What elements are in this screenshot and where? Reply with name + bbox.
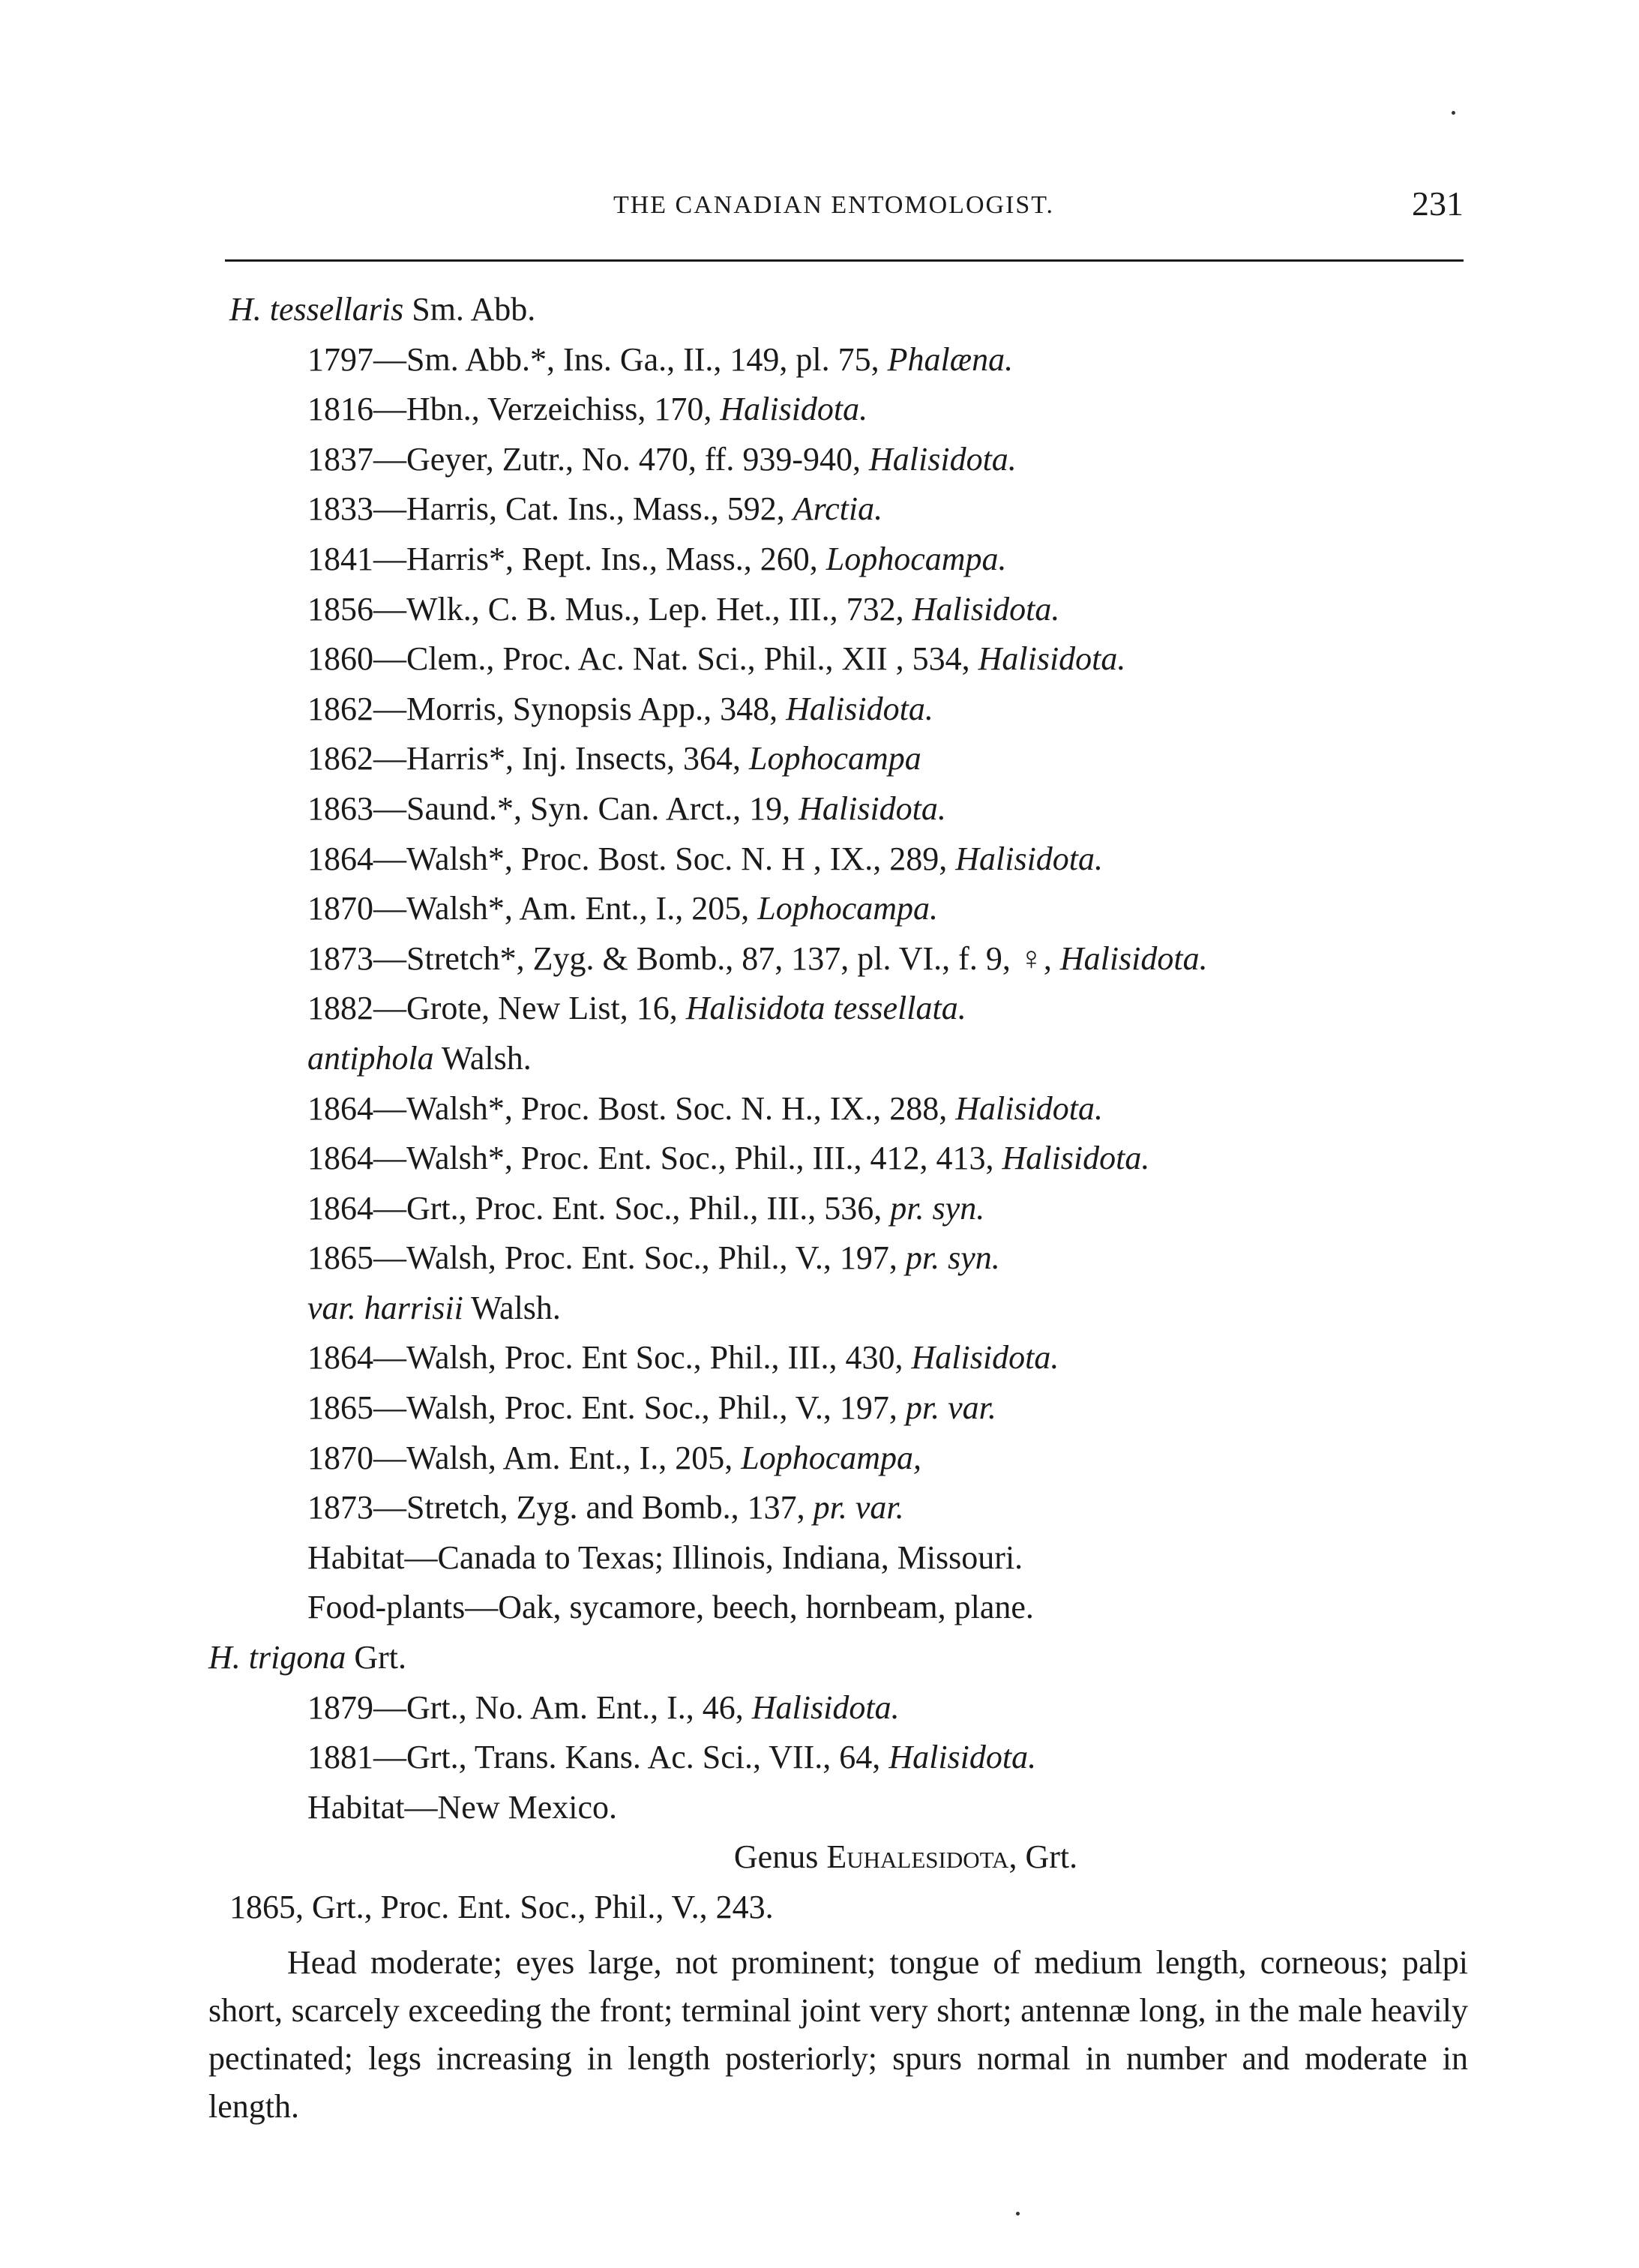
line-text: 1816—Hbn., Verzeichiss, 170, — [307, 391, 721, 428]
line-text: 1879—Grt., No. Am. Ent., I., 46, — [307, 1688, 752, 1726]
text-line — [208, 685, 1468, 735]
line-text: 1864—Walsh, Proc. Ent Soc., Phil., III., 430, — [307, 1339, 912, 1377]
text-line — [208, 1134, 1468, 1184]
line-text: 1864—Grt., Proc. Ent. Soc., Phil., III., 536, — [307, 1189, 891, 1227]
text-line — [208, 535, 1468, 585]
line-text: 1864—Walsh*, Proc. Ent. Soc., Phil., III., 412, 413, — [307, 1140, 1002, 1177]
line-text: Sm. Abb. — [403, 291, 536, 328]
italic-text: Phalæna. — [887, 340, 1014, 378]
italic-text: Lophocampa. — [825, 540, 1007, 577]
italic-text: Lophocampa — [749, 740, 921, 777]
header-rule — [225, 259, 1464, 262]
italic-text: antiphola — [307, 1039, 434, 1077]
line-text: 1863—Saund.*, Syn. Can. Arct., 19, — [307, 789, 799, 827]
italic-text: Halisidota. — [912, 590, 1060, 628]
italic-text: Halisidota tessellata. — [685, 990, 966, 1027]
italic-text: Halisidota. — [888, 1739, 1037, 1776]
line-text: Walsh. — [463, 1289, 561, 1326]
text-line — [208, 1233, 1468, 1284]
italic-text: Arctia. — [793, 490, 883, 528]
italic-text: H. trigona — [208, 1639, 346, 1676]
text-line — [208, 1284, 1468, 1334]
line-text: 1862—Harris*, Inj. Insects, 364, — [307, 740, 750, 777]
italic-text: Halisidota. — [955, 1089, 1104, 1127]
text-line — [208, 1683, 1468, 1733]
italic-text: Halisidota. — [799, 789, 946, 827]
italic-text: Halisidota. — [1059, 939, 1208, 977]
italic-text: Halisidota. — [955, 840, 1104, 877]
line-text: 1864—Walsh*, Proc. Bost. Soc. N. H., IX., 288, — [307, 1089, 956, 1127]
line-text: , Grt. — [1008, 1838, 1078, 1876]
text-line — [208, 385, 1468, 435]
line-text: 1865—Walsh, Proc. Ent. Soc., Phil., V., 197, — [307, 1389, 906, 1427]
text-line — [208, 784, 1468, 834]
line-text: 1862—Morris, Synopsis App., 348, — [307, 690, 787, 727]
italic-text: pr. syn. — [905, 1239, 1000, 1277]
text-line — [208, 884, 1468, 934]
text-line — [208, 484, 1468, 535]
line-text: 1865—Walsh, Proc. Ent. Soc., Phil., V., 197, — [307, 1239, 906, 1277]
italic-text: Halisidota. — [911, 1339, 1059, 1377]
line-text: 1864—Walsh*, Proc. Bost. Soc. N. H , IX., 289, — [307, 840, 956, 877]
speck — [1452, 111, 1455, 115]
line-text: 1870—Walsh*, Am. Ent., I., 205, — [307, 890, 758, 927]
text-line — [208, 1483, 1468, 1533]
line-text: 1856—Wlk., C. B. Mus., Lep. Het., III., 732, — [307, 590, 912, 628]
text-line — [208, 1583, 1468, 1633]
line-text: 1873—Stretch, Zyg. and Bomb., 137, — [307, 1489, 814, 1526]
italic-text: Lophocampa. — [757, 890, 938, 927]
page-header — [204, 184, 1464, 229]
text-line — [208, 585, 1468, 635]
text-line — [208, 1883, 1468, 1933]
italic-text: pr. var. — [905, 1389, 996, 1427]
text-line — [208, 1184, 1468, 1234]
line-text: Habitat—Canada to Texas; Illinois, Indiana, Missouri. — [307, 1538, 1023, 1576]
italic-text: Halisidota. — [869, 440, 1017, 478]
line-text: Genus — [733, 1838, 827, 1876]
italic-text: Halisidota. — [1002, 1140, 1150, 1177]
line-text: 1837—Geyer, Zutr., No. 470, ff. 939-940, — [307, 440, 869, 478]
text-line — [208, 1034, 1468, 1084]
italic-text: Halisidota. — [786, 690, 933, 727]
text-line — [208, 934, 1468, 984]
page-number: 231 — [1412, 184, 1464, 223]
line-text: Grt. — [346, 1639, 407, 1676]
italic-text: var. harrisii — [307, 1289, 463, 1326]
italic-text: Halisidota. — [720, 391, 868, 428]
speck — [1016, 2212, 1020, 2216]
text-line — [208, 1783, 1468, 1833]
line-text: 1797—Sm. Abb.*, Ins. Ga., II., 149, pl. 75, — [307, 340, 888, 378]
line-text: Euhalesidota — [826, 1838, 1009, 1876]
line-text: Habitat—New Mexico. — [307, 1788, 617, 1826]
line-text: 1882—Grote, New List, 16, — [307, 990, 686, 1027]
line-text: Walsh. — [433, 1039, 532, 1077]
text-line — [208, 1434, 1468, 1484]
italic-text: pr. syn. — [890, 1189, 985, 1227]
line-text: Food-plants—Oak, sycamore, beech, hornbeam, plane. — [307, 1589, 1034, 1626]
page-body — [208, 285, 1468, 2164]
italic-text: Lophocampa, — [741, 1439, 921, 1476]
line-text: 1833—Harris, Cat. Ins., Mass., 592, — [307, 490, 793, 528]
text-line — [208, 1383, 1468, 1434]
text-line — [208, 1533, 1468, 1583]
text-line — [208, 1333, 1468, 1383]
text-line — [208, 834, 1468, 885]
text-line — [208, 734, 1468, 784]
italic-text: Halisidota. — [978, 640, 1126, 678]
genus-description: Head moderate; eyes large, not prominent; tongue of medium length, corneous; palpi short, scarcely exceeding the front; terminal joint very short; antennæ long, in the male heavily pectinated; legs increasing in length posteriorly; spurs normal in number and moderate in length. — [208, 1943, 1468, 2125]
italic-text: pr. var. — [813, 1489, 904, 1526]
running-title: THE CANADIAN ENTOMOLOGIST. — [613, 191, 1055, 219]
text-line — [208, 335, 1468, 385]
line-text: 1870—Walsh, Am. Ent., I., 205, — [307, 1439, 742, 1476]
line-text: 1865, Grt., Proc. Ent. Soc., Phil., V., 243. — [229, 1889, 774, 1925]
text-line — [208, 285, 1468, 335]
line-text: 1860—Clem., Proc. Ac. Nat. Sci., Phil., XII , 534, — [307, 640, 978, 678]
text-line — [208, 435, 1468, 485]
italic-text: H. tessellaris — [229, 291, 404, 328]
line-text: 1873—Stretch*, Zyg. & Bomb., 87, 137, pl. VI., f. 9, ♀, — [307, 939, 1060, 977]
line-text: 1841—Harris*, Rept. Ins., Mass., 260, — [307, 540, 826, 577]
italic-text: Halisidota. — [751, 1688, 900, 1726]
line-text: 1881—Grt., Trans. Kans. Ac. Sci., VII., 64, — [307, 1739, 889, 1776]
text-line — [208, 1733, 1468, 1783]
text-line — [208, 1084, 1468, 1134]
text-line — [208, 1832, 1468, 1883]
citation-list — [208, 285, 1468, 1933]
text-line — [208, 984, 1468, 1034]
text-line — [208, 634, 1468, 685]
text-line — [208, 1633, 1468, 1683]
